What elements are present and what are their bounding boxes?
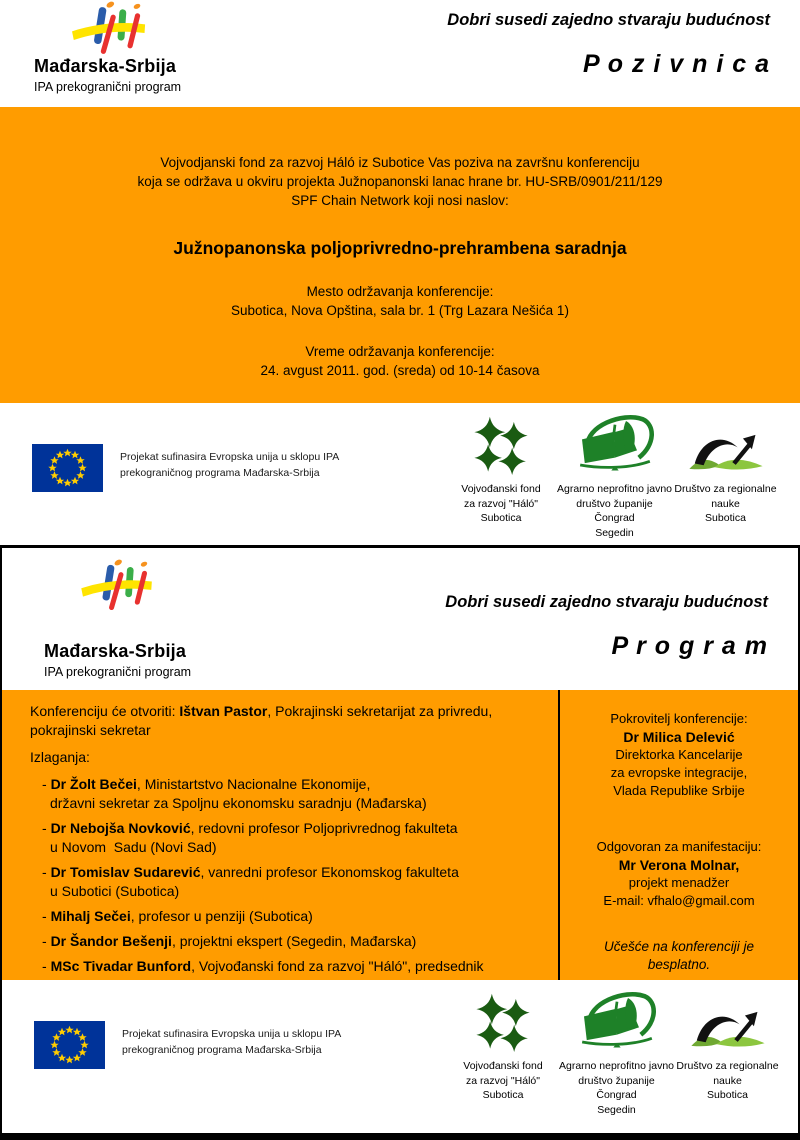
caption-line: nauke (711, 497, 740, 510)
program-sidebar (560, 690, 798, 980)
bullet: - (42, 908, 47, 924)
regional-science-logo-icon (685, 1003, 771, 1053)
patron-line: za evropske integracije, (610, 765, 748, 780)
eu-flag-icon (32, 444, 103, 492)
partner-regional-science-caption (676, 1059, 778, 1103)
speaker-item (42, 775, 546, 813)
agrarno-book-logo-icon (572, 987, 662, 1053)
speaker-desc: , projektni ekspert (Segedin, Mađarska) (171, 933, 417, 949)
caption-line: za razvoj "Háló" (464, 497, 538, 510)
brand-subtitle: IPA prekogranični program (44, 665, 192, 679)
lectures-label: Izlaganja: (30, 749, 90, 765)
opening-line (30, 702, 546, 740)
caption-line: Subotica (707, 1089, 748, 1101)
caption-line: Agrarno neprofitno javno (559, 1060, 674, 1072)
halo-network-logo-box (471, 408, 531, 476)
caption-line: Subotica (480, 512, 522, 524)
regional-science-logo-icon (683, 426, 769, 476)
invitation-intro-line-3: SPF Chain Network koji nosi naslov: (291, 193, 509, 208)
partner-halo-caption (463, 1059, 542, 1103)
caption-line: Društvo za regionalne (674, 483, 777, 495)
bullet: - (42, 933, 47, 949)
speaker-desc: , Vojvođanski fond za razvoj "Háló", predsednik (191, 958, 484, 974)
invitation-intro-line-2: koja se održava u okviru projekta Južnopanonski lanac hrane br. HU-SRB/0901/211/129 (137, 174, 663, 189)
bullet: - (42, 864, 47, 880)
contact-name: Mr Verona Molnar, (618, 857, 740, 873)
speaker-desc-cont: u Subotici (Subotica) (50, 883, 180, 899)
page2-header (2, 548, 798, 690)
page2-title: P r o g r a m (611, 632, 768, 660)
caption-line: društvo županije Čongrad (576, 497, 653, 524)
page1-footer (0, 403, 800, 545)
agrarno-book-logo-box (572, 985, 662, 1053)
time-label: Vreme održavanja konferencije: (305, 344, 495, 359)
page2-footer (2, 980, 798, 1126)
agrarno-book-logo-icon (570, 410, 660, 476)
time-value: 24. avgust 2011. god. (sreda) od 10-14 časova (260, 363, 540, 378)
contact-label: Odgovoran za manifestaciju: (596, 839, 762, 854)
speaker-desc-cont: državni sekretar za Spoljnu ekonomsku saradnju (Mađarska) (50, 795, 427, 811)
caption-line: Vojvođanski fond (461, 483, 541, 495)
invitation-block (0, 107, 800, 403)
partner-regional-science (675, 985, 780, 1117)
agrarno-book-logo-box (570, 408, 660, 476)
eu-funding-note-line-1: Projekat sufinasira Evropska unija u sklopu IPA (122, 1028, 342, 1040)
speaker-item (42, 957, 546, 976)
speaker-item (42, 819, 546, 857)
eu-funding-note-line-1: Projekat sufinasira Evropska unija u sklopu IPA (120, 451, 340, 463)
speaker-name: Mihalj Sečei (50, 908, 131, 924)
opening-prefix: Konferenciju će otvoriti: (30, 703, 180, 719)
caption-line: društvo županije Čongrad (578, 1074, 655, 1101)
partner-agrarno (556, 408, 673, 540)
eu-funding-note-line-2: prekograničnog programa Mađarska-Srbija (120, 467, 320, 479)
caption-line: Segedin (595, 526, 634, 539)
caption-line: Vojvođanski fond (463, 1060, 543, 1072)
ipa-program-logo-icon (52, 558, 180, 614)
speaker-item (42, 863, 546, 901)
program-block (2, 690, 798, 980)
patron-label: Pokrovitelj konferencije: (610, 711, 748, 726)
free-participation-note-line: Učešće na konferenciji je (603, 939, 755, 954)
brand-name: Mađarska-Srbija (34, 56, 177, 76)
speaker-item (42, 907, 546, 926)
program-tagline: Dobri susedi zajedno stvaraju budućnost (445, 593, 768, 611)
eu-funding-note (122, 1026, 341, 1058)
partner-halo (448, 985, 558, 1117)
opening-speaker-name: Ištvan Pastor (179, 703, 268, 719)
spacer (566, 910, 792, 938)
page-pozivnica (0, 0, 800, 545)
speaker-item (42, 932, 546, 951)
bullet: - (42, 958, 47, 974)
bullet: - (42, 776, 47, 792)
brand-subtitle: IPA prekogranični program (34, 80, 182, 94)
place-value: Subotica, Nova Opština, sala br. 1 (Trg Lazara Nešića 1) (231, 303, 569, 318)
partner-logos (448, 985, 780, 1117)
partner-logos (446, 408, 778, 540)
partner-halo-caption (461, 482, 540, 526)
eu-funding-note (120, 449, 339, 481)
program-agenda (30, 702, 546, 982)
contact-email: E-mail: vfhalo@gmail.com (603, 893, 755, 908)
caption-line: Društvo za regionalne (676, 1060, 779, 1072)
patron-line: Direktorka Kancelarije (615, 747, 743, 762)
conference-title: Južnopanonska poljoprivredno-prehrambena saradnja (173, 238, 627, 258)
speaker-desc: , vanredni profesor Ekonomskog fakulteta (200, 864, 459, 880)
speaker-name: Dr Nebojša Novković (50, 820, 191, 836)
speaker-list (30, 775, 546, 976)
speaker-desc-cont: u Novom Sadu (Novi Sad) (50, 839, 217, 855)
opening-suffix: , Pokrajinski sekretarijat za privredu, pokrajinski sekretar (30, 703, 493, 738)
caption-line: nauke (713, 1074, 742, 1087)
halo-network-logo-box (473, 985, 533, 1053)
speaker-desc: , Ministartstvo Nacionalne Ekonomije, (136, 776, 371, 792)
bullet: - (42, 820, 47, 836)
invitation-intro-line-1: Vojvodjanski fond za razvoj Háló iz Subotice Vas poziva na završnu konferenciju (160, 155, 640, 170)
speaker-name: Dr Žolt Bečei (50, 776, 137, 792)
partner-halo (446, 408, 556, 540)
patron-name: Dr Milica Delević (623, 729, 735, 745)
spacer (566, 800, 792, 838)
partner-regional-science-caption (674, 482, 776, 526)
partner-agrarno (558, 985, 675, 1117)
partner-agrarno-caption (558, 1059, 675, 1117)
speaker-desc: , profesor u penziji (Subotica) (130, 908, 313, 924)
speaker-name: MSc Tivadar Bunford (50, 958, 192, 974)
speaker-name: Dr Šandor Bešenji (50, 933, 172, 949)
page1-title: P o z i v n i c a (583, 50, 770, 78)
caption-line: Subotica (482, 1089, 524, 1101)
speaker-name: Dr Tomislav Sudarević (50, 864, 201, 880)
page-program (0, 548, 800, 1140)
ipa-program-logo-icon (42, 0, 174, 58)
place-label: Mesto održavanja konferencije: (306, 284, 494, 299)
program-tagline: Dobri susedi zajedno stvaraju budućnost (447, 11, 770, 29)
regional-science-logo-box (683, 408, 769, 476)
patron-line: Vlada Republike Srbije (613, 783, 745, 798)
page1-header (0, 0, 800, 107)
halo-network-logo-icon (471, 414, 531, 476)
caption-line: Subotica (705, 512, 746, 524)
regional-science-logo-box (685, 985, 771, 1053)
eu-funding-note-line-2: prekograničnog programa Mađarska-Srbija (122, 1044, 322, 1056)
caption-line: Segedin (597, 1103, 636, 1116)
brand-name: Mađarska-Srbija (44, 641, 187, 661)
halo-network-logo-icon (473, 991, 533, 1053)
caption-line: za razvoj "Háló" (466, 1074, 540, 1087)
caption-line: Agrarno neprofitno javno (557, 483, 672, 495)
free-participation-note-line: besplatno. (647, 957, 711, 972)
contact-role: projekt menadžer (628, 875, 730, 890)
partner-agrarno-caption (556, 482, 673, 540)
eu-flag-icon (34, 1021, 105, 1069)
partner-regional-science (673, 408, 778, 540)
speaker-desc: , redovni profesor Poljoprivrednog fakulteta (190, 820, 458, 836)
